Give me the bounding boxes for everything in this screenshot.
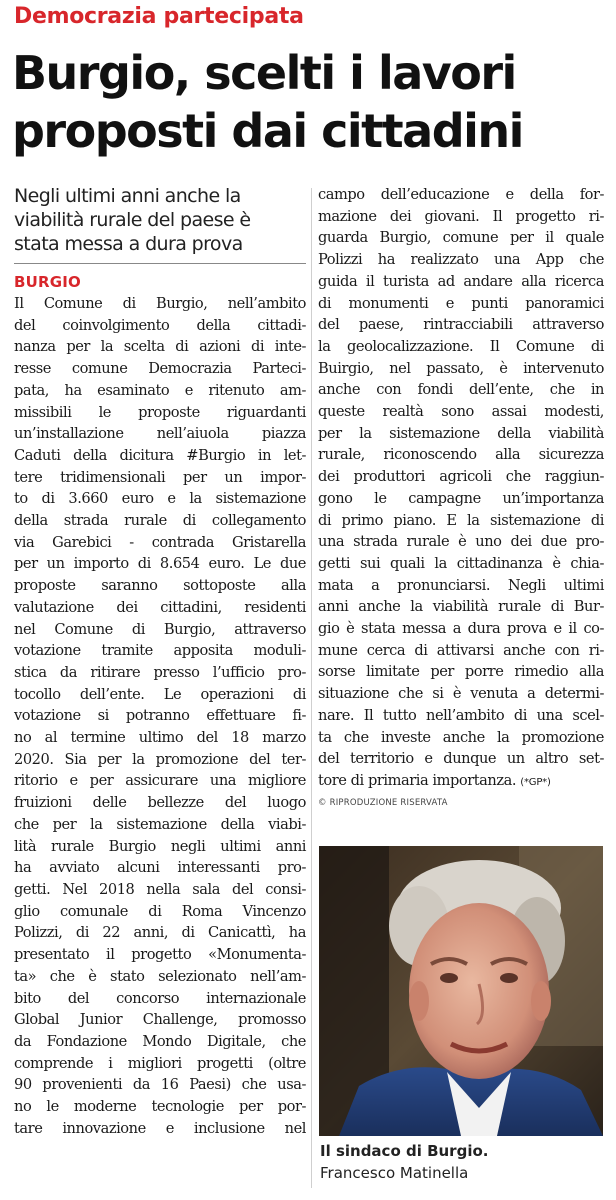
body-line: getti sui quali la cittadinanza è chia-: [318, 554, 604, 572]
body-line: ha avviato alcuni interessanti pro-: [14, 859, 306, 877]
body-line: per un importo di 8.654 euro. Le due: [14, 555, 306, 573]
body-line: getti. Nel 2018 nella sala del consi-: [14, 880, 306, 898]
body-line: guida il turista ad andare alla ricerca: [318, 272, 604, 290]
body-line: situazione che si è venuta a determi-: [318, 685, 604, 703]
subheadline: [14, 184, 306, 256]
body-line: della strada rurale di collegamento: [14, 512, 306, 530]
body-line: no al termine ultimo del 18 marzo: [14, 729, 306, 747]
body-line: no le moderne tecnologie per por-: [14, 1098, 306, 1116]
body-line: guarda Burgio, comune per il quale: [318, 229, 604, 247]
body-line: anni anche la viabilità rurale di Bur-: [318, 598, 604, 616]
left-column: [14, 184, 306, 1139]
body-line: Polizzi, di 22 anni, di Canicattì, ha: [14, 924, 306, 942]
body-last-line: [318, 770, 604, 794]
left-body-text: [14, 293, 306, 1139]
body-line: rurale, riconoscendo alla sicurezza: [318, 446, 604, 464]
body-line: mazione dei giovani. Il progetto ri-: [318, 207, 604, 225]
body-line: bito del concorso internazionale: [14, 989, 306, 1007]
body-line: del paese, rintracciabili attraverso: [318, 316, 604, 334]
body-line: valutazione dei cittadini, residenti: [14, 598, 306, 616]
body-line: nanza per la scelta di azioni di inte-: [14, 338, 306, 356]
headline-line: Burgio, scelti i lavori: [12, 46, 516, 100]
body-line: Polizzi ha realizzato una App che: [318, 251, 604, 269]
body-line: to di 3.660 euro e la sistemazione: [14, 490, 306, 508]
body-line: un’installazione nell’aiuola piazza: [14, 425, 306, 443]
subhead-line: stata messa a dura prova: [14, 233, 243, 255]
body-line: di primo piano. E la sistemazione di: [318, 511, 604, 529]
copyright-notice: © RIPRODUZIONE RISERVATA: [318, 797, 448, 808]
body-line: tere tridimensionali per un impor-: [14, 468, 306, 486]
body-line: mune cerca di attivarsi anche con ri-: [318, 641, 604, 659]
body-line: fruizioni delle bellezze del luogo: [14, 794, 306, 812]
right-body-text: [318, 184, 604, 770]
body-line: votazione si potranno effettuare fi-: [14, 707, 306, 725]
kicker: Democrazia partecipata: [14, 4, 304, 29]
subhead-line: viabilità rurale del paese è: [14, 209, 251, 231]
body-line: pata, ha esaminato e ritenuto am-: [14, 381, 306, 399]
body-line: tore di primaria importanza.: [318, 771, 517, 789]
body-line: gono le campagne un’importanza: [318, 489, 604, 507]
body-line: lità rurale Burgio negli ultimi anni: [14, 837, 306, 855]
body-line: per la sistemazione della viabilità: [318, 424, 604, 442]
body-line: sorse limitate per porre rimedio alla: [318, 663, 604, 681]
body-line: comprende i migliori progetti (oltre: [14, 1054, 306, 1072]
subhead-divider: [14, 263, 306, 264]
photo-caption: [320, 1140, 606, 1184]
author-signature: (*GP*): [520, 776, 551, 788]
caption-name: Francesco Matinella: [320, 1164, 469, 1182]
column-divider: [311, 188, 312, 1188]
body-line: che per la sistemazione della viabi-: [14, 815, 306, 833]
body-line: da Fondazione Mondo Digitale, che: [14, 1032, 306, 1050]
body-line: una strada rurale è uno dei due pro-: [318, 533, 604, 551]
subhead-line: Negli ultimi anni anche la: [14, 185, 241, 207]
body-line: mata a pronunciarsi. Negli ultimi: [318, 576, 604, 594]
dateline: BURGIO: [14, 273, 82, 291]
body-line: del coinvolgimento della cittadi-: [14, 316, 306, 334]
body-line: del territorio e dunque un altro set-: [318, 750, 604, 768]
body-line: gio è stata messa a dura prova e il co-: [318, 620, 604, 638]
body-line: nel Comune di Burgio, attraverso: [14, 620, 306, 638]
body-line: stica da ritirare presso l’ufficio pro-: [14, 663, 306, 681]
body-line: Buirgio, nel passato, è intervenuto: [318, 359, 604, 377]
body-line: glio comunale di Roma Vincenzo: [14, 902, 306, 920]
body-line: 2020. Sia per la promozione del ter-: [14, 750, 306, 768]
headline-line: proposti dai cittadini: [12, 104, 523, 158]
body-line: nare. Il tutto nell’ambito di una scel-: [318, 706, 604, 724]
body-line: Il Comune di Burgio, nell’ambito: [14, 295, 306, 312]
body-line: la geolocalizzazione. Il Comune di: [318, 337, 604, 355]
body-line: campo dell’educazione e della for-: [318, 186, 604, 203]
portrait-photo: [319, 846, 603, 1136]
body-line: 90 provenienti da 16 Paesi) che usa-: [14, 1076, 306, 1094]
right-column: [318, 184, 604, 808]
body-line: di monumenti e punti panoramici: [318, 294, 604, 312]
body-line: proposte saranno sottoposte alla: [14, 577, 306, 595]
body-line: resse comune Democrazia Parteci-: [14, 360, 306, 378]
body-line: Caduti della dicitura #Burgio in let-: [14, 446, 306, 464]
body-line: tocollo dell’ente. Le operazioni di: [14, 685, 306, 703]
body-line: Global Junior Challenge, promosso: [14, 1011, 306, 1029]
body-line: ta che investe anche la promozione: [318, 728, 604, 746]
body-line: missibili le proposte riguardanti: [14, 403, 306, 421]
body-line: presentato il progetto «Monumenta-: [14, 946, 306, 964]
portrait-photo-icon: [319, 846, 603, 1136]
body-line: ritorio e per assicurare una migliore: [14, 772, 306, 790]
headline: [12, 44, 608, 160]
body-line: votazione tramite apposita moduli-: [14, 642, 306, 660]
body-line: ta» che è stato selezionato nell’am-: [14, 967, 306, 985]
body-line: dei produttori agricoli che raggiun-: [318, 468, 604, 486]
body-line: via Garebici - contrada Gristarella: [14, 533, 306, 551]
body-line: anche con fondi dell’ente, che in: [318, 381, 604, 399]
caption-title: Il sindaco di Burgio.: [320, 1142, 489, 1160]
body-line: tare innovazione e inclusione nel: [14, 1119, 306, 1137]
body-line: queste realtà sono assai modesti,: [318, 403, 604, 421]
